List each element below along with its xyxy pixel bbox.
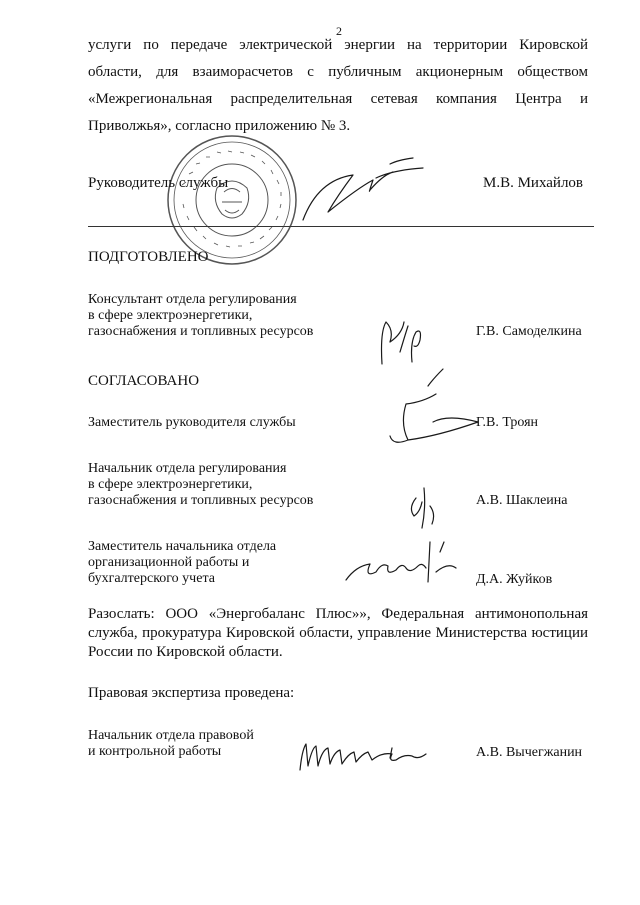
signature-vychegzhanin [292,730,442,780]
agreed-title-line: в сфере электроэнергетики, [88,477,253,492]
agreed-title-line: Заместитель руководителя службы [88,415,296,430]
prepared-name: Г.В. Самоделкина [476,324,582,339]
prepared-title-line: Консультант отдела регулирования [88,292,297,307]
head-name: М.В. Михайлов [483,175,584,191]
agreed-name-2: А.В. Шаклеина [476,493,568,508]
agreed-name-1: Г.В. Троян [476,415,539,430]
prepared-title [88,292,313,340]
legal-review-name: А.В. Вычегжанин [476,745,583,760]
signature-samodelkina [372,312,432,372]
signature-zhuykov [336,522,466,592]
agreed-title-line: бухгалтерского учета [88,571,215,586]
agreed-title-2 [88,461,313,509]
legal-review-title-line: и контрольной работы [88,744,222,759]
head-title: Руководитель службы [88,175,229,191]
prepared-title-line: газоснабжения и топливных ресурсов [88,324,314,339]
agreed-title-line: организационной работы и [88,555,250,570]
distribution-line-3: России по Кировской области. [88,644,283,660]
agreed-name-3: Д.А. Жуйков [476,572,553,587]
agreed-heading: СОГЛАСОВАНО [88,373,200,389]
legal-review-title [88,728,254,760]
agreed-title-line: Заместитель начальника отдела [88,539,277,554]
prepared-title-line: в сфере электроэнергетики, [88,308,253,323]
intro-line-2: области, для взаиморасчетов с публичным акционерным обществом [88,64,588,80]
intro-line-3: «Межрегиональная распределительная сетевая компания Центра и [88,91,588,107]
distribution-line-1: Разослать: ООО «Энергобаланс Плюс»», Федеральная антимонопольная [88,606,588,622]
agreed-title-line: Начальник отдела регулирования [88,461,287,476]
prepared-heading: ПОДГОТОВЛЕНО [88,249,209,265]
page-number: 2 [336,24,342,38]
intro-line-1: услуги по передаче электрической энергии на территории Кировской [88,37,588,53]
agreed-title-line: газоснабжения и топливных ресурсов [88,493,314,508]
separator-line [88,226,594,227]
legal-review-text: Правовая экспертиза проведена: [88,685,295,701]
intro-line-4: Приволжья», согласно приложению № 3. [88,118,351,134]
signature-troyan [378,364,488,464]
agreed-title-1 [88,415,296,431]
distribution-line-2: служба, прокуратура Кировской области, управление Министерства юстиции [88,625,588,641]
legal-review-title-line: Начальник отдела правовой [88,728,254,743]
signature-mikhailov [298,150,448,230]
agreed-title-3 [88,539,276,587]
